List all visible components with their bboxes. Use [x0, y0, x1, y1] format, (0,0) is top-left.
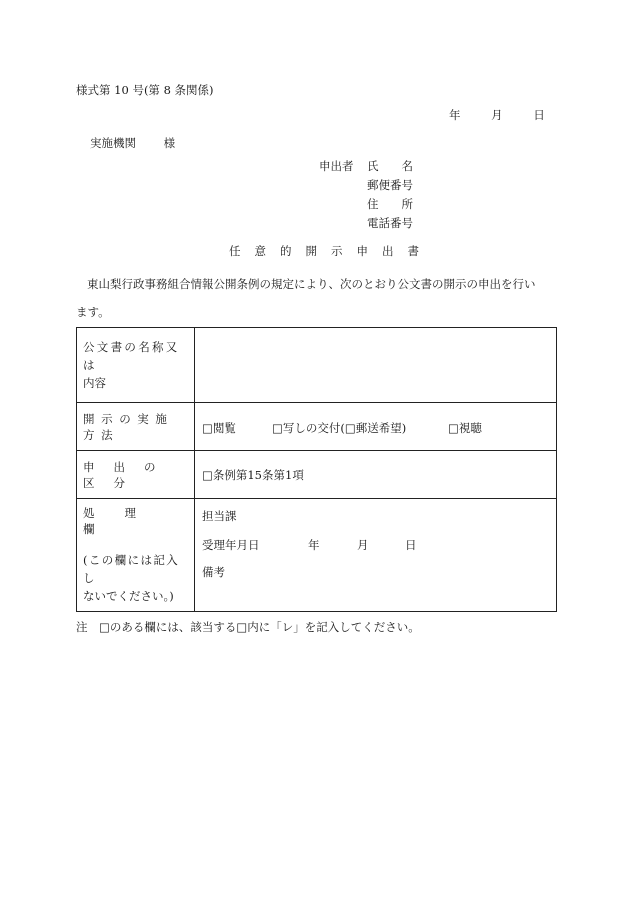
request-category-cell	[195, 451, 557, 499]
received-day: 日	[405, 538, 417, 552]
option-article15-checkbox[interactable]: □条例第15条第1項	[202, 468, 304, 482]
intro-line-1: 東山梨行政事務組合情報公開条例の規定により、次のとおり公文書の開示の申出を行い	[87, 277, 536, 291]
request-table	[76, 327, 557, 612]
row4-note-line2: ないでください。)	[83, 589, 174, 603]
row-document-name	[77, 328, 557, 403]
applicant-name-label: 氏 名	[367, 159, 413, 173]
option-inspection-checkbox[interactable]: □閲覧	[202, 420, 236, 435]
date-year: 年	[449, 108, 461, 122]
date-day: 日	[533, 108, 545, 122]
processing-cell	[195, 499, 557, 612]
received-date-line	[202, 537, 549, 551]
row3-label: 申出の区分	[83, 459, 175, 490]
remarks-label: 備考	[202, 565, 225, 579]
row1-label	[77, 328, 195, 403]
received-month: 月	[357, 538, 369, 552]
addressee-block	[90, 138, 175, 150]
row1-label-line1: 公文書の名称又は	[83, 340, 180, 372]
date-line	[449, 110, 545, 122]
applicant-address-label: 住 所	[367, 197, 413, 211]
row2-label	[83, 411, 188, 443]
applicant-prefix: 申出者	[319, 159, 354, 173]
row-request-category	[77, 451, 557, 499]
addressee: 実施機関	[90, 136, 136, 150]
row4-note-line1: (この欄には記入し	[83, 553, 180, 585]
option-copy-checkbox[interactable]: □写しの交付(□郵送希望)	[272, 420, 407, 435]
row2-label-text: 開示の実施方法	[83, 411, 174, 442]
row4-label-cell	[77, 499, 195, 612]
row1-label-line2: 内容	[83, 376, 106, 390]
received-year: 年	[308, 538, 320, 552]
row-processing	[77, 499, 557, 612]
intro-line-2: ます。	[76, 305, 110, 319]
document-name-field[interactable]	[195, 328, 557, 403]
date-month: 月	[491, 108, 503, 122]
received-label: 受理年月日	[202, 538, 260, 552]
row3-label-cell	[77, 451, 195, 499]
addressee-suffix: 様	[163, 136, 176, 150]
disclosure-method-options	[195, 403, 557, 451]
row2-label-cell	[77, 403, 195, 451]
document-title: 任意的開示申出書	[229, 244, 433, 258]
row-disclosure-method	[77, 403, 557, 451]
form-number: 様式第 10 号(第 8 条関係)	[76, 83, 214, 97]
footnote: 注 □のある欄には、該当する□内に「レ」を記入してください。	[76, 620, 420, 634]
row4-label: 処理欄	[83, 506, 166, 536]
applicant-phone-label: 電話番号	[367, 216, 413, 230]
charge-label: 担当課	[202, 509, 237, 523]
applicant-postal-label: 郵便番号	[367, 178, 413, 192]
option-viewing-checkbox[interactable]: □視聴	[448, 420, 482, 435]
